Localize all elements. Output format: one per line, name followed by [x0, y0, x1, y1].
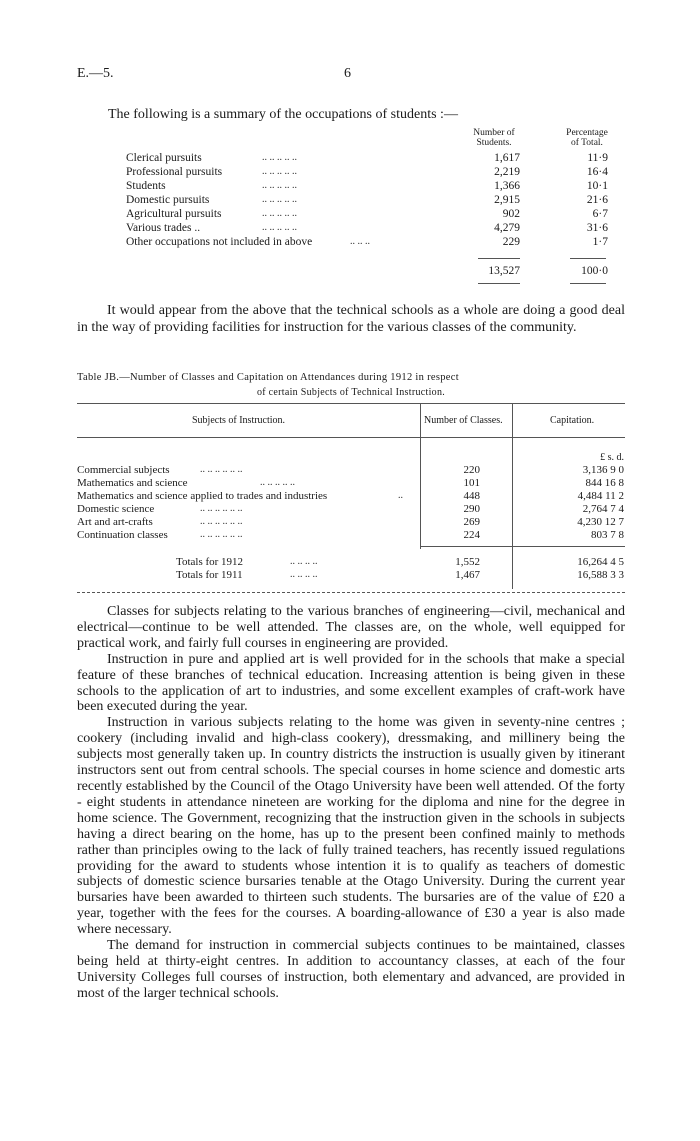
summary-total-row [0, 265, 700, 279]
summary-label: Professional pursuits [126, 166, 223, 178]
summary-number: 2,915 [494, 194, 520, 206]
table-classes: 101 [463, 477, 480, 489]
summary-label: Domestic pursuits [126, 194, 210, 206]
summary-percent: 11·9 [587, 152, 608, 164]
paragraph-summary-comment: It would appear from the above that the technical schools as a whole are doing a good deal in the way of providing facilities for instruction for the various classes of the community. [77, 303, 625, 335]
table-total-label: Totals for 1912 [176, 556, 244, 568]
summary-number: 1,617 [494, 152, 520, 164]
summary-label: Students [126, 180, 166, 192]
summary-number: 902 [502, 208, 520, 220]
table-classes: 448 [463, 490, 480, 502]
table-totals-rule [420, 546, 625, 547]
table-capitation: 3,136 9 0 [582, 464, 624, 476]
table-row: Mathematics and science .. .. .. .. .. 101 844 16 8 [77, 477, 624, 489]
summary-label: Clerical pursuits [126, 152, 202, 164]
summary-intro: The following is a summary of the occupations of students :— [108, 107, 458, 122]
table-classes: 224 [463, 529, 480, 541]
summary-percent: 21·6 [586, 194, 608, 206]
table-subject: Continuation classes [77, 529, 168, 541]
body-text [77, 604, 625, 1002]
table-subject: Domestic science [77, 503, 155, 515]
table-total-classes: 1,552 [455, 556, 480, 568]
table-subject: Art and art-crafts [77, 516, 153, 528]
table-classes: 220 [463, 464, 480, 476]
summary-row: Clerical pursuits .. .. .. .. .. 1,617 11·9 [126, 152, 608, 164]
table-total-classes: 1,467 [455, 569, 480, 581]
table-row: Art and art-crafts .. .. .. .. .. .. 269 4,230 12 7 [77, 516, 624, 528]
summary-percent: 10·1 [586, 180, 608, 192]
table-subject: Mathematics and science applied to trades and industries [77, 490, 328, 502]
summary-label: Various trades .. [126, 222, 201, 234]
summary-percent: 6·7 [592, 208, 608, 220]
table-col-capitation: Capitation. [550, 415, 595, 426]
table-row: Domestic science .. .. .. .. .. .. 290 2,764 7 4 [77, 503, 624, 515]
summary-percent: 16·4 [586, 166, 608, 178]
table-capitation: 4,484 11 2 [577, 490, 624, 502]
table-col-classes: Number of Classes. [424, 415, 503, 426]
table-capitation: 4,230 12 7 [577, 516, 624, 528]
summary-row: Students .. .. .. .. .. 1,366 10·1 [126, 180, 608, 192]
currency-header: £ s. d. [600, 452, 624, 463]
table-total-label: Totals for 1911 [176, 569, 243, 581]
summary-row: Professional pursuits .. .. .. .. .. 2,219 16·4 [126, 166, 608, 178]
paragraph-art: Instruction in pure and applied art is well provided for in the schools that make a special feature of these branches of technical education. Increasing attention is being given in these schools to the application of art to industries, and some excellent examples of craft-work have been executed during the year. [77, 651, 625, 715]
summary-total-rule [478, 283, 520, 284]
summary-row: Domestic pursuits .. .. .. .. .. 2,915 21·6 [126, 194, 608, 206]
table-total-capitation: 16,264 4 5 [577, 556, 624, 568]
summary-total-percent: 100·0 [581, 265, 608, 277]
summary-number: 4,279 [494, 222, 520, 234]
summary-number: 1,366 [494, 180, 520, 192]
table-capitation: 844 16 8 [585, 477, 624, 489]
summary-row: Various trades .. .. .. .. .. .. 4,279 31·6 [126, 222, 608, 234]
table-row: Mathematics and science applied to trades and industries .. 448 4,484 11 2 [77, 490, 624, 502]
table-subject: Commercial subjects [77, 464, 170, 476]
summary-total-number: 13,527 [488, 265, 520, 277]
summary-label: Agricultural pursuits [126, 208, 222, 220]
table-col-subjects: Subjects of Instruction. [192, 415, 286, 426]
table-total-capitation: 16,588 3 3 [577, 569, 624, 581]
summary-total-rule [570, 258, 606, 259]
summary-col-percent-header: Percentage of Total. [566, 128, 608, 148]
summary-row: Other occupations not included in above .. .. .. 229 1·7 [126, 236, 608, 248]
table-row: Continuation classes .. .. .. .. .. .. 224 803 7 8 [77, 529, 624, 541]
table-bottom-rule [77, 592, 625, 593]
paragraph-engineering: Classes for subjects relating to the various branches of engineering—civil, mechanical and electrical—continue to be well attended. The classes are, on the whole, well equipped for practical work, and fairly full courses in engineering are provided. [77, 604, 625, 651]
summary-percent: 31·6 [586, 222, 608, 234]
summary-percent: 1·7 [592, 236, 608, 248]
table-total-row: Totals for 1912 .. .. .. .. 1,552 16,264 4 5 [176, 556, 624, 568]
table-classes: 290 [463, 503, 480, 515]
page-number: 6 [344, 66, 351, 81]
report-code: E.—5. [77, 66, 114, 81]
table-row: Commercial subjects .. .. .. .. .. .. 220 3,136 9 0 [77, 464, 624, 476]
table-capitation: 803 7 8 [591, 529, 624, 541]
table-jb-subtitle: of certain Subjects of Technical Instruction. [256, 387, 446, 398]
summary-number: 229 [502, 236, 520, 248]
summary-label: Other occupations not included in above [126, 236, 313, 248]
table-jb-title: Table JB.—Number of Classes and Capitation on Attendances during 1912 in respect [77, 372, 459, 383]
table-subject: Mathematics and science [77, 477, 188, 489]
summary-total-rule [570, 283, 606, 284]
table-capitation: 2,764 7 4 [582, 503, 624, 515]
summary-number: 2,219 [494, 166, 520, 178]
table-head-rule [77, 437, 625, 438]
summary-total-rule [478, 258, 520, 259]
table-classes: 269 [463, 516, 480, 528]
table-top-rule [77, 403, 625, 404]
paragraph-commercial: The demand for instruction in commercial subjects continues to be maintained, classes being held at thirty-eight centres. In addition to accountancy classes, at each of the four University Colleges full courses of instruction, both elementary and advanced, are provided in most of the larger technical schools. [77, 938, 625, 1001]
paragraph-home-science: Instruction in various subjects relating to the home was given in seventy-nine centres ; cookery (including invalid and high-class cookery), dressmaking, and millinery being the subjects most generally taken up. In country districts the instruction is usually given by itinerant instructors sent out from central schools. The special courses in home science and domestic arts recently established by the Council of the Otago University have been well attended. Of the forty - eight students in attendance nineteen are working for the diploma and nine for the degree in home science. The Government, recognizing that the instruction given in the schools in subjects having a direct bearing on the home, has up to the present been confined mainly to methods rather than principles owing to the lack of fully trained teachers, has recently issued regulations providing for the award to students whose intention it is to qualify as teachers of domestic subjects of domestic science bursaries tenable at the Otago University. During the current year bursaries have been awarded to thirteen such students. The bursaries are of the value of £20 a year, together with the fees for the courses. A boarding-allowance of £30 a year is also made where necessary. [77, 715, 625, 938]
summary-row: Agricultural pursuits .. .. .. .. .. 902 6·7 [126, 208, 608, 220]
table-total-row: Totals for 1911 .. .. .. .. 1,467 16,588 3 3 [176, 569, 624, 581]
summary-col-number-header: Number of Students. [473, 128, 515, 148]
